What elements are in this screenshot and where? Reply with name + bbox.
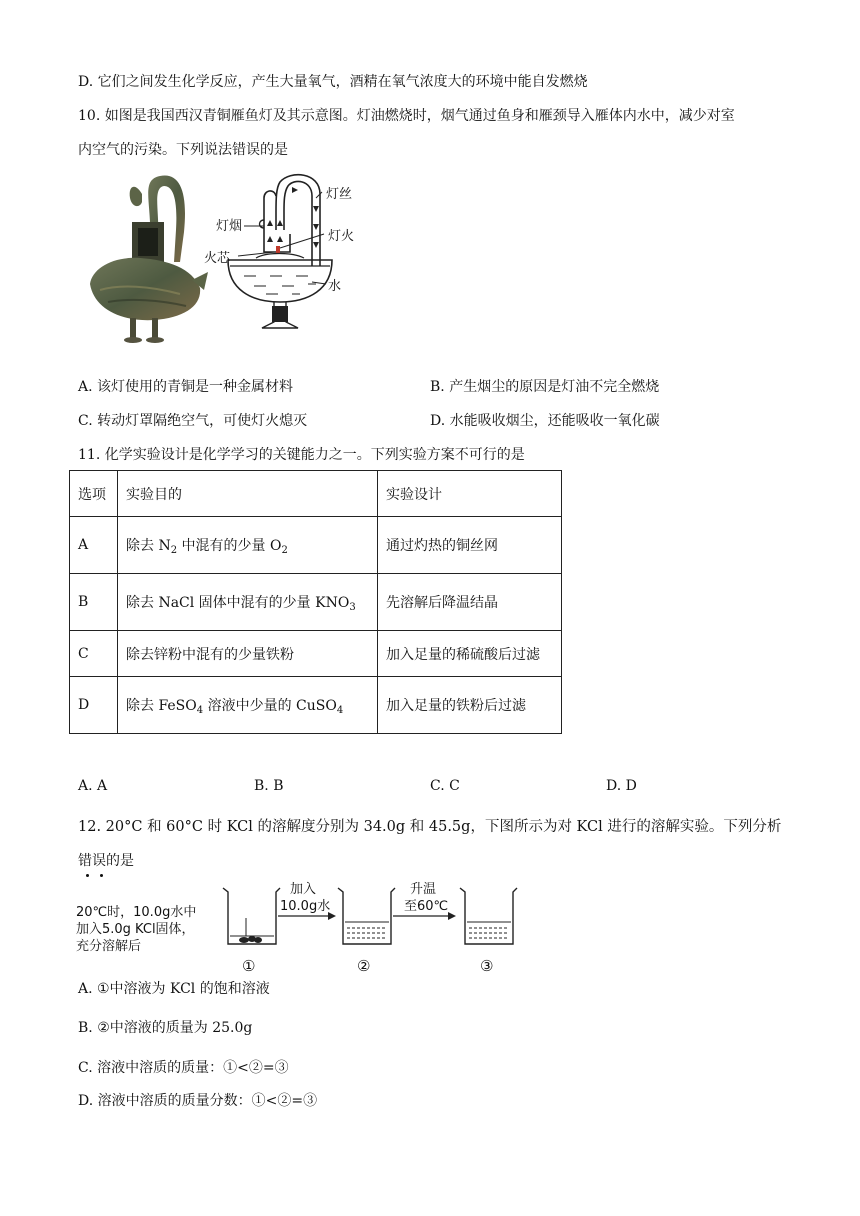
q12-stem-line1: 12. 20°C 和 60°C 时 KCl 的溶解度分别为 34.0g 和 45.5g，下图所示为对 KCl 进行的溶解实验。下列分析 [78, 819, 782, 835]
beaker-1-label: ① [242, 957, 256, 975]
q12-option-c: C. 溶液中溶质的质量：①<②=③ [78, 1060, 289, 1076]
q10-option-a: A. 该灯使用的青铜是一种金属材料 [78, 379, 294, 395]
diagram-cond-line1: 20℃时，10.0g水中 [76, 905, 197, 920]
arrow1-label-bottom: 10.0g水 [280, 899, 331, 914]
table-row [70, 574, 562, 631]
table-cell-design: 加入足量的稀硫酸后过滤 [378, 631, 562, 677]
table-cell-purpose: 除去 NaCl 固体中混有的少量 $KNO_3$ [118, 574, 378, 631]
table-cell-purpose: 除去 FeSO$_4$ 溶液中少量的 CuSO$_4$ [118, 677, 378, 734]
q9-option-d: D. 它们之间发生化学反应，产生大量氧气，酒精在氧气浓度大的环境中能自发燃烧 [78, 74, 588, 90]
q11-answer-d: D. D [606, 778, 637, 794]
q12-stem-line2: 错误的是 [78, 853, 134, 869]
q10-option-b: B. 产生烟尘的原因是灯油不完全燃烧 [430, 379, 660, 395]
q11-stem: 11. 化学实验设计是化学学习的关键能力之一。下列实验方案不可行的是 [78, 447, 525, 463]
q10-stem-line2: 内空气的污染。下列说法错误的是 [78, 142, 288, 158]
q10-stem-line1: 10. 如图是我国西汉青铜雁鱼灯及其示意图。灯油燃烧时，烟气通过鱼身和雁颈导入雁体内水中，减少对室 [78, 108, 735, 124]
table-cell-option: B [70, 574, 118, 631]
beaker-3-label: ③ [480, 957, 494, 975]
q12-option-d: D. 溶液中溶质的质量分数：①<②=③ [78, 1093, 318, 1109]
dissolution-diagram [70, 878, 530, 978]
q11-answer-a: A. A [78, 778, 108, 794]
table-cell-design: 通过灼热的铜丝网 [378, 517, 562, 574]
beaker-1 [223, 888, 280, 944]
table-row [70, 677, 562, 734]
beaker-2-label: ② [357, 957, 371, 975]
diagram-cond-line2: 加入5.0g KCl固体， [76, 922, 195, 937]
q11-answer-b: B. B [254, 778, 284, 794]
arrow2-label-top: 升温 [410, 882, 437, 897]
label-lamp-fire: 灯火 [328, 229, 355, 244]
beaker-3 [460, 888, 517, 944]
table-cell-option: D [70, 677, 118, 734]
table-row [70, 631, 562, 677]
q11-answer-c: C. C [430, 778, 460, 794]
emphasis-dot [100, 874, 103, 877]
q12-option-b: B. ②中溶液的质量为 25.0g [78, 1020, 253, 1036]
table-cell-design: 加入足量的铁粉后过滤 [378, 677, 562, 734]
table-cell-purpose: 除去 $N_2$ 中混有的少量 $O_2$ [118, 517, 378, 574]
table-header-design: 实验设计 [378, 471, 562, 517]
q12-option-a: A. ①中溶液为 KCl 的饱和溶液 [78, 981, 270, 997]
label-fire-core: 火芯 [204, 251, 231, 266]
q10-option-d: D. 水能吸收烟尘，还能吸收一氧化碳 [430, 413, 660, 429]
table-cell-purpose: 除去锌粉中混有的少量铁粉 [118, 631, 378, 677]
arrow2-label-bottom: 至60℃ [404, 899, 449, 914]
table-row [70, 517, 562, 574]
table-cell-design: 先溶解后降温结晶 [378, 574, 562, 631]
goose-lamp-schematic [200, 172, 370, 337]
table-header-row [70, 471, 562, 517]
label-lamp-smoke: 灯烟 [216, 219, 243, 234]
experiment-table [69, 470, 562, 734]
arrow1-label-top: 加入 [290, 882, 317, 897]
table-header-purpose: 实验目的 [118, 471, 378, 517]
q10-option-c: C. 转动灯罩隔绝空气，可使灯火熄灭 [78, 413, 308, 429]
beaker-2 [338, 888, 395, 944]
label-water: 水 [328, 279, 342, 294]
table-cell-option: C [70, 631, 118, 677]
table-cell-option: A [70, 517, 118, 574]
emphasis-dot [86, 874, 89, 877]
diagram-cond-line3: 充分溶解后 [76, 939, 142, 954]
goose-lamp-photo [80, 172, 210, 347]
label-lamp-wick: 灯丝 [326, 187, 353, 202]
table-header-option: 选项 [70, 471, 118, 517]
